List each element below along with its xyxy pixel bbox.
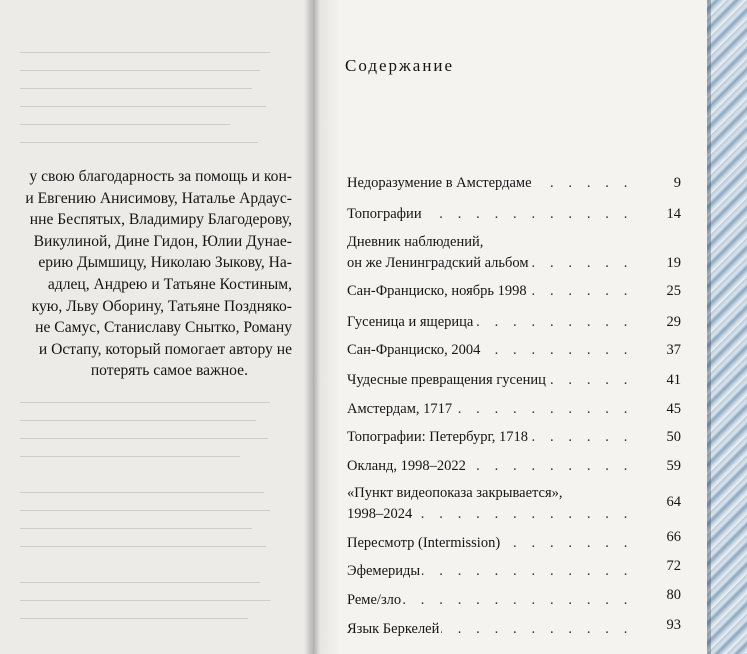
toc-entry[interactable]	[347, 175, 738, 195]
toc-entry[interactable]	[347, 401, 738, 421]
ack-line: потерять самое важное.	[90, 362, 248, 380]
toc-entry-page: 50	[666, 429, 681, 445]
toc-entry[interactable]	[347, 429, 738, 449]
toc-entry-title: Гусеница и ящерица	[347, 314, 474, 330]
toc-entry-title: Топографии: Петербург, 1718	[347, 429, 529, 445]
toc-entry-title: Дневник наблюдений,	[347, 234, 484, 250]
toc-entry[interactable]	[347, 314, 738, 334]
toc-entry[interactable]	[347, 283, 738, 303]
toc-entry-page: 80	[666, 587, 681, 603]
toc-entry-page: 41	[666, 372, 681, 388]
toc-entry[interactable]	[347, 529, 738, 555]
toc-entry-title: Чудесные превращения гусениц	[347, 372, 546, 388]
toc-entry[interactable]	[347, 485, 738, 526]
ack-line: и Остапу, который помогает автору не	[38, 340, 292, 358]
ack-line: кую, Льву Оборину, Татьяне Поздняко-	[31, 297, 292, 315]
toc-entry[interactable]	[347, 587, 738, 612]
toc-entry-title: Топографии	[347, 206, 422, 222]
ack-line: не Самус, Станиславу Снытко, Роману	[35, 319, 292, 337]
toc-entry-title: Сан-Франциско, 2004	[347, 342, 481, 358]
acknowledgement-text	[0, 166, 292, 382]
toc-entry[interactable]	[347, 558, 738, 583]
toc-entry-page: 25	[666, 283, 681, 299]
left-page	[0, 0, 312, 654]
toc-entry-title: Недоразумение в Амстердаме	[347, 175, 532, 191]
toc-entry-page: 14	[666, 206, 681, 222]
toc-entry-page: 29	[666, 314, 681, 330]
toc-entry-page: 64	[666, 494, 681, 510]
toc-entry-page: 72	[666, 558, 681, 574]
toc-entry-page: 93	[666, 617, 681, 633]
ack-line: нне Беспятых, Владимиру Благодерову,	[29, 211, 292, 229]
toc-entry-title: Эфемериды	[347, 563, 421, 579]
toc-entry-title-cont: он же Ленинградский альбом	[347, 255, 529, 271]
toc-entry-page: 45	[666, 401, 681, 417]
toc-entry-page: 9	[673, 175, 681, 191]
toc-entry[interactable]	[347, 234, 738, 275]
toc-entry-title: Окланд, 1998–2022	[347, 458, 466, 474]
toc-entry[interactable]	[347, 617, 738, 641]
toc-entry-title: Пересмотр (Intermission)	[347, 535, 501, 551]
toc-entry-page: 37	[666, 342, 681, 358]
ack-line: адлец, Андрею и Татьяне Костиным,	[47, 275, 292, 293]
toc-entry-title: «Пункт видеопоказа закрывается»,	[347, 485, 563, 501]
toc-entry[interactable]	[347, 458, 738, 478]
toc-entry-title: Язык Беркелей	[347, 621, 440, 637]
toc-entry-page: 19	[666, 255, 681, 271]
toc-entry-title: Реме/зло	[347, 592, 402, 608]
toc-entry-page: 66	[666, 529, 681, 545]
toc-entry-title-cont: 1998–2024	[347, 506, 413, 522]
toc-entry[interactable]	[347, 372, 738, 392]
ack-line: Викулиной, Дине Гидон, Юлии Дунае-	[33, 232, 292, 250]
toc-title: Содержание	[345, 56, 455, 75]
ack-line: ерию Дымшицу, Николаю Зыкову, На-	[38, 254, 292, 272]
toc-entry-title: Амстердам, 1717	[347, 401, 453, 417]
toc-entry-page: 59	[666, 458, 681, 474]
toc-entry[interactable]	[347, 206, 738, 226]
toc-entry-title: Сан-Франциско, ноябрь 1998	[347, 283, 527, 299]
ack-line: у свою благодарность за помощь и кон-	[29, 168, 292, 185]
toc-entry[interactable]	[347, 342, 738, 362]
ack-line: и Евгению Анисимову, Наталье Ардаус-	[25, 189, 292, 207]
